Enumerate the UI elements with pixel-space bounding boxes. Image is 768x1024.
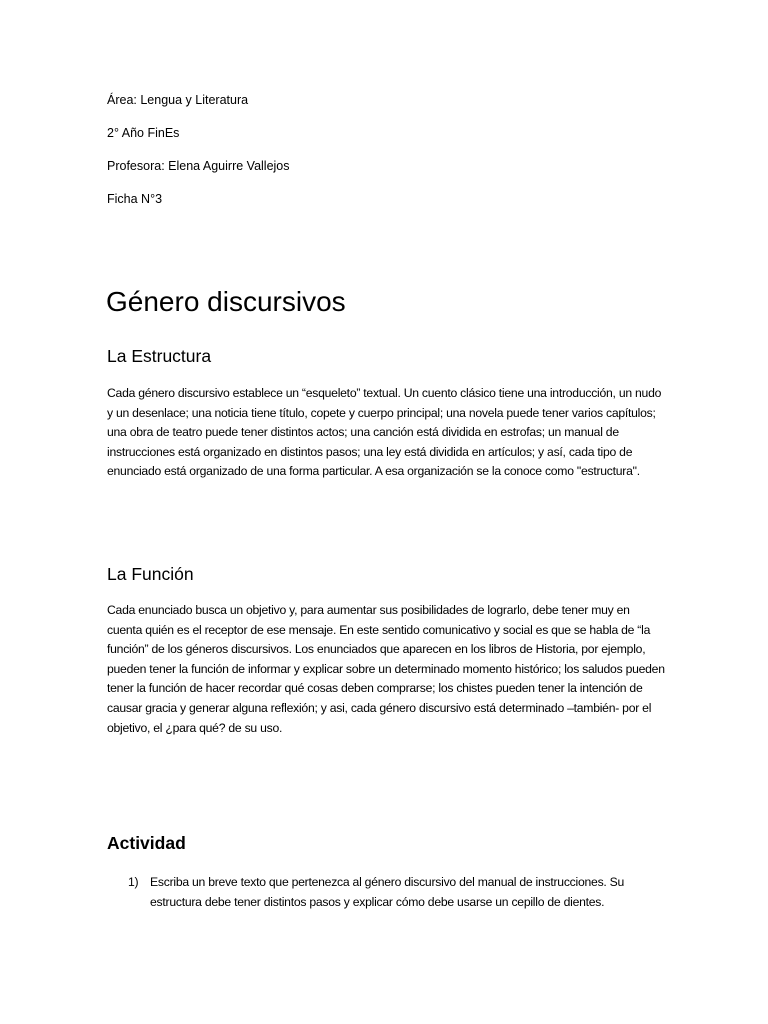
activity-text: Escriba un breve texto que pertenezca al género discursivo del manual de instrucciones. Su estructura debe tener distintos pasos y explicar cómo debe usarse un cepillo de dientes. bbox=[150, 875, 625, 909]
actividad-heading: Actividad bbox=[107, 833, 186, 853]
activity-number: 1) bbox=[128, 875, 139, 889]
year-line: 2° Año FinEs bbox=[107, 126, 180, 140]
estructura-paragraph: Cada género discursivo establece un “esqueleto” textual. Un cuento clásico tiene una introducción, un nudo y un desenlace; una noticia tiene título, copete y cuerpo principal; una novela puede tener varios capítulos; una obra de teatro puede tener distintos actos; una canción está dividida en estrofas; un manual de instrucciones está organizado en distintos pasos; una ley está dividida en artículos; y así, cada tipo de enunciado está organizado de una forma particular. A esa organización se la conoce como "estructura". bbox=[107, 386, 662, 479]
teacher-line: Profesora: Elena Aguirre Vallejos bbox=[107, 159, 290, 173]
estructura-heading: La Estructura bbox=[107, 346, 212, 366]
funcion-heading: La Función bbox=[107, 564, 194, 584]
sheet-number-line: Ficha N°3 bbox=[107, 192, 163, 206]
area-line: Área: Lengua y Literatura bbox=[107, 93, 249, 107]
document-title: Género discursivos bbox=[106, 286, 346, 317]
funcion-paragraph: Cada enunciado busca un objetivo y, para aumentar sus posibilidades de lograrlo, debe tener muy en cuenta quién es el receptor de ese mensaje. En este sentido comunicativo y social es que se habla de “la función” de los géneros discursivos. Los enunciados que aparecen en los libros de Historia, por ejemplo, pueden tener la función de informar y explicar sobre un determinado momento histórico; los saludos pueden tener la función de hacer recordar qué cosas deben comprarse; los chistes pueden tener la intención de causar gracia y generar alguna reflexión; y asi, cada género discursivo está determinado –también- por el objetivo, el ¿para qué? de su uso. bbox=[107, 603, 665, 735]
list-item bbox=[128, 872, 668, 912]
activity-list bbox=[128, 872, 668, 912]
